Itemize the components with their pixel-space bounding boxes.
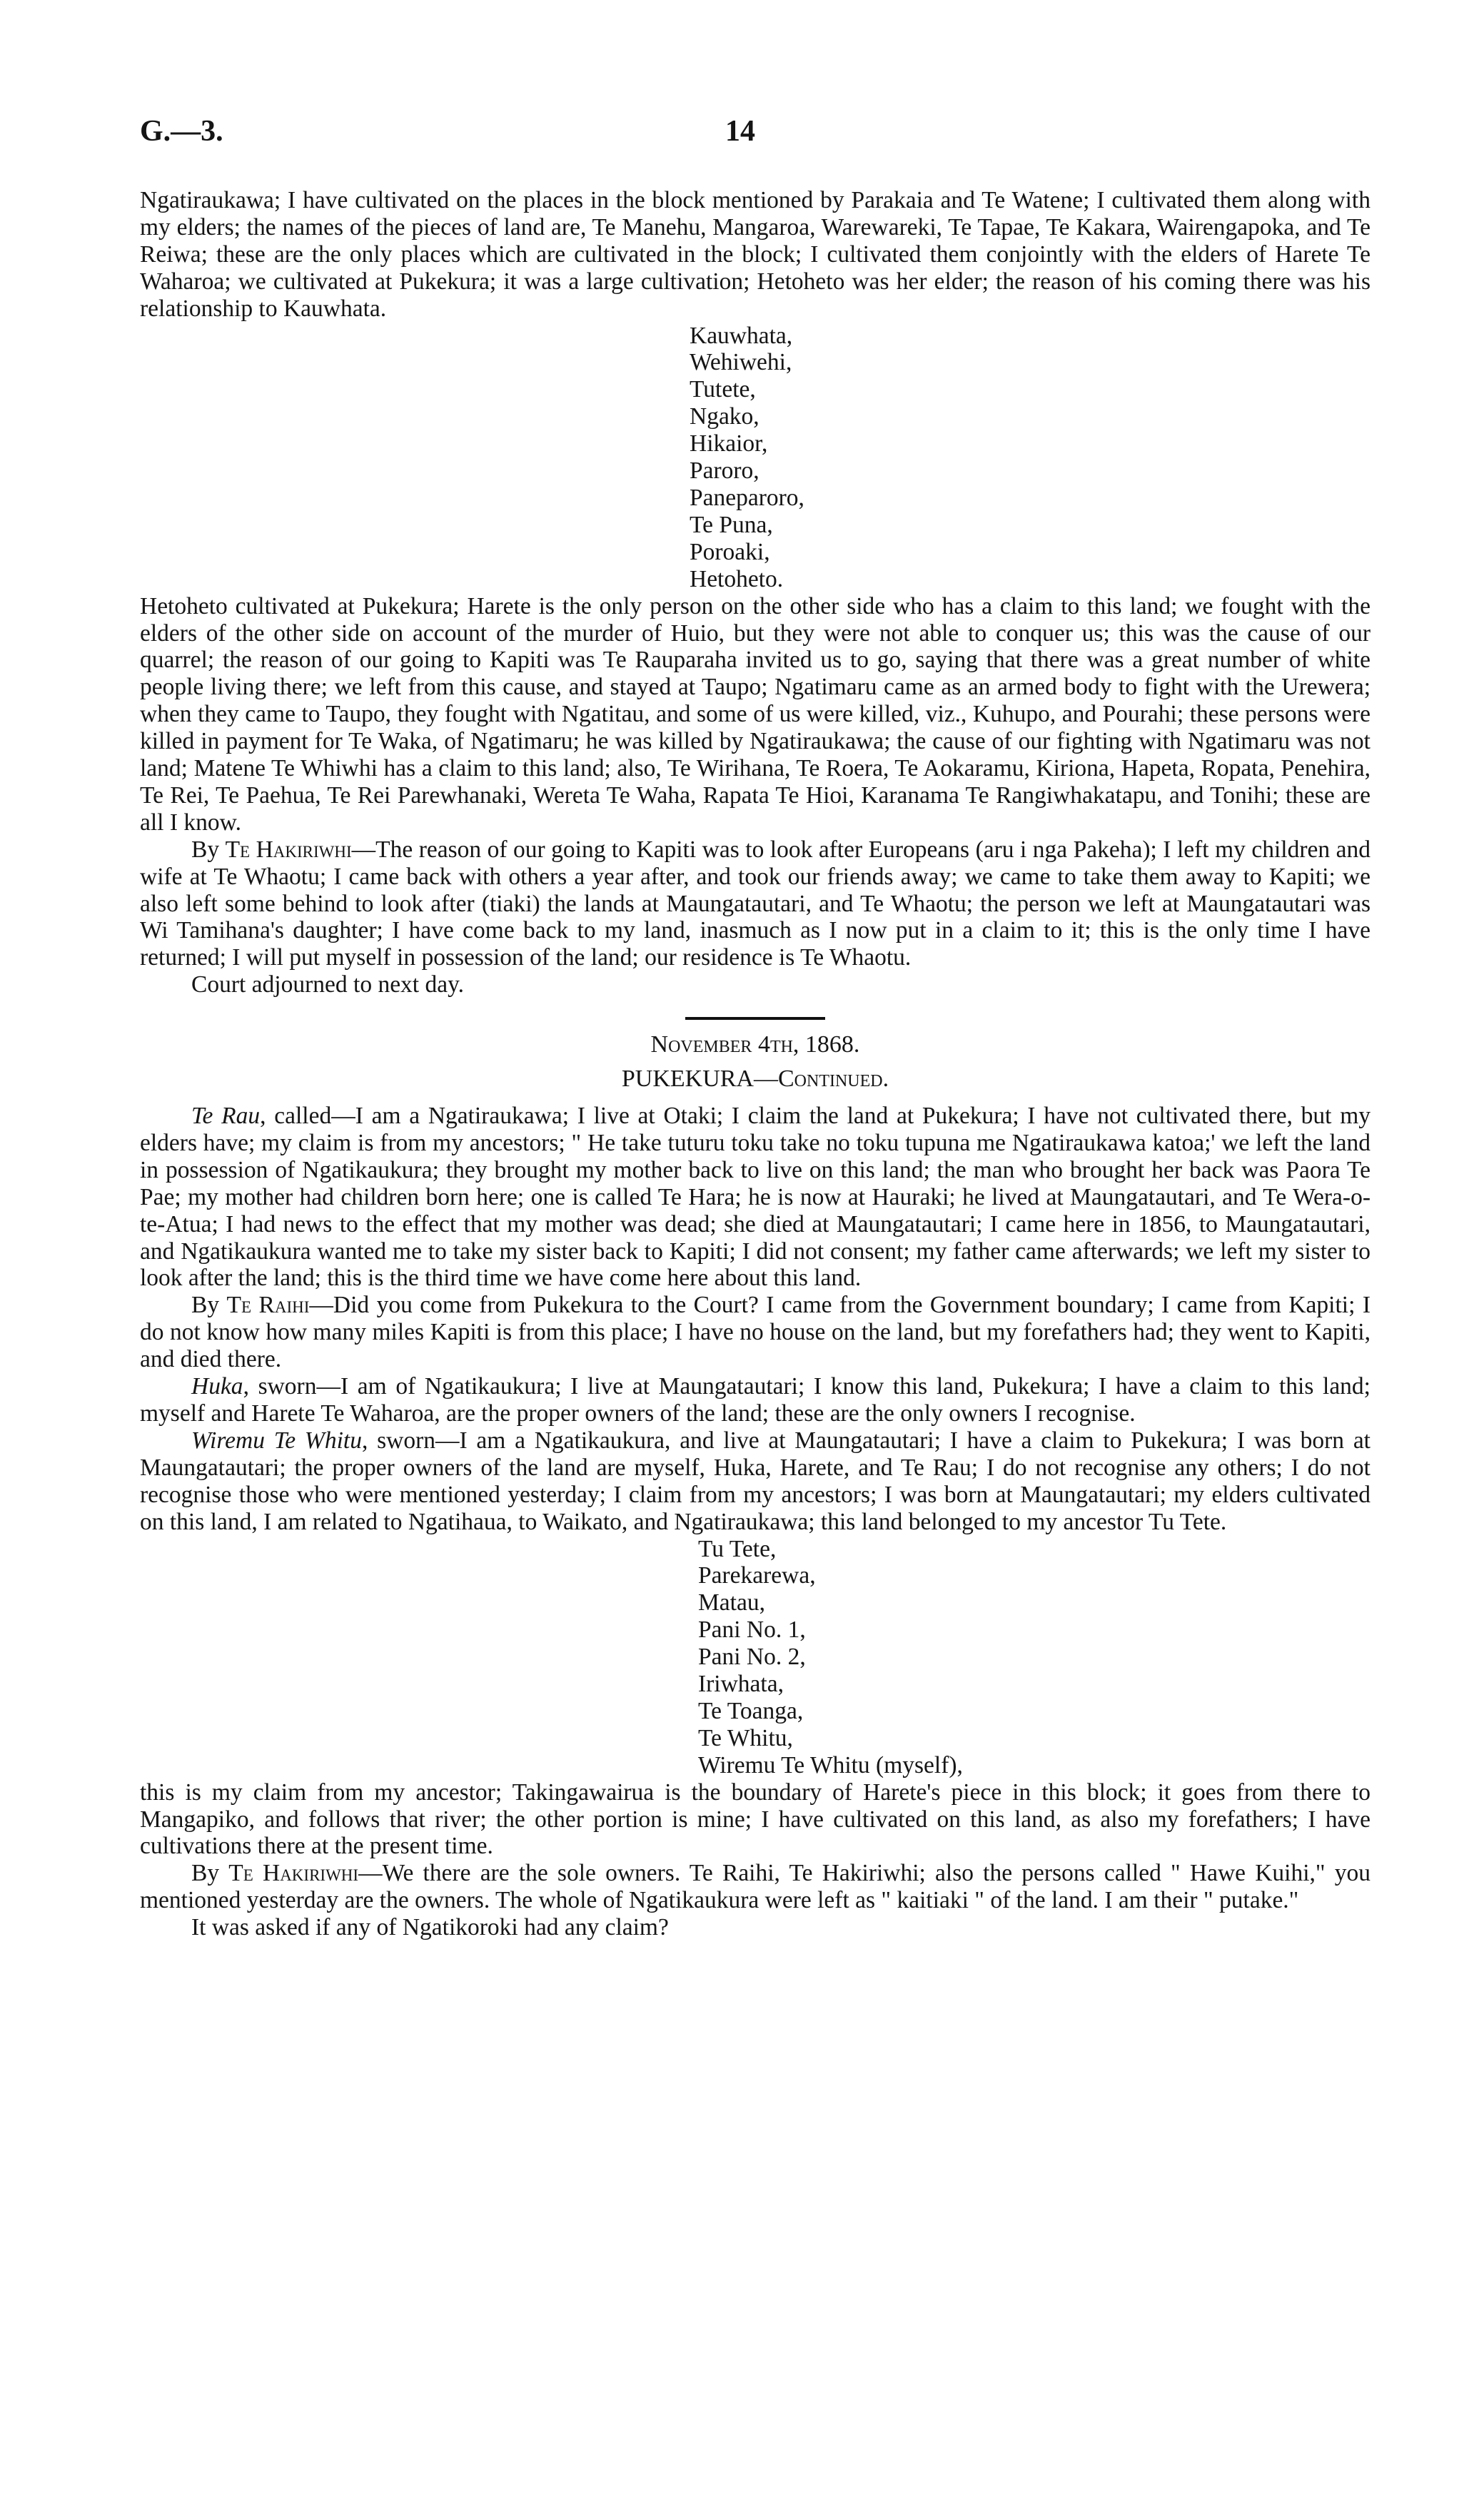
- genealogy-entry: Pani No. 2,: [698, 1644, 806, 1671]
- genealogy-entry: Tu Tete,: [698, 1535, 777, 1562]
- court-adjourned: Court adjourned to next day.: [191, 971, 465, 998]
- speaker-name: Wiremu Te Whitu: [191, 1427, 362, 1454]
- paragraph-claim-boundary: this is my claim from my ancestor; Takingawairua is the boundary of Harete's piece in this block; it goes from there to Mangapiko, and follows that river; the other portion is mine; I have cultivated on this land, as also my forefathers; I have cultivations there at the present time.: [140, 1778, 1371, 1860]
- paragraph-text: —The reason of our going to Kapiti was to look after Europeans (aru i nga Pakeha); I left my children and wife at Te Whaotu; I came back with others a year after, and took our friends away; we came to take them away to Kapiti; we also left some behind to look after (tiaki) the lands at Maungatautari, and Te Whaotu; the person we left at Maungatautari was Wi Tamihana's daughter; I have come back to my land, inasmuch as I now put in a claim to it; this is the only time I have returned; I will put myself in possession of the land; our residence is Te Whaotu.: [140, 836, 1371, 971]
- genealogy-entry: Te Toanga,: [698, 1697, 804, 1724]
- speaker-name: Te Rau: [191, 1103, 261, 1129]
- genealogy-entry: Te Puna,: [690, 511, 773, 538]
- speaker-name: Te Hakiriwhi: [228, 1860, 359, 1887]
- paragraph-by-te-hakiriwhi: [140, 836, 1371, 972]
- by-label: By: [191, 836, 226, 863]
- genealogy-entry: Iriwhata,: [698, 1671, 784, 1698]
- genealogy-list-tu-tete: [140, 1536, 1371, 1779]
- genealogy-entry: Hetoheto.: [690, 565, 784, 592]
- speaker-name: Te Raihi: [226, 1292, 310, 1319]
- genealogy-entry: Hikaior,: [690, 430, 768, 457]
- section-title: PUKEKURA: [621, 1066, 754, 1093]
- paragraph-text: —We there are the sole owners. Te Raihi, Te Hakiriwhi; also the persons called " Hawe Kuihi," you mentioned yesterday are the owners. The whole of Ngatikaukura were left as " kaitiaki " of the land. I am their " putake.": [140, 1860, 1371, 1914]
- page-number: 14: [725, 115, 755, 148]
- genealogy-entry: Tutete,: [690, 376, 756, 403]
- paragraph-wiremu-te-whitu: [140, 1427, 1371, 1536]
- paragraph-hetoheto: Hetoheto cultivated at Pukekura; Harete is the only person on the other side who has a claim to this land; we fought with the elders of the other side on account of the murder of Huio, but they were not able to conquer us; this was the cause of our quarrel; the reason of our going to Kapiti was Te Rauparaha invited us to go, saying that there was a great number of white people living there; we left from this cause, and stayed at Taupo; Ngatimaru came as an armed body to fight with the Urewera; when they came to Taupo, they fought with Ngatitau, and some of us were killed, viz., Kuhupo, and Pourahi; these persons were killed in payment for Te Waka, of Ngatimaru; he was killed by Ngatiraukawa; the cause of our fighting with Ngatimaru was not land; Matene Te Whiwhi has a claim to this land; also, Te Wirihana, Te Roera, Te Aokaramu, Kiriona, Hapeta, Ropata, Penehira, Te Rei, Te Paehua, Te Rei Parewhanaki, Wereta Te Waha, Rapata Te Hioi, Karanama Te Rangiwhakatapu, and Tonihi; these are all I know.: [140, 592, 1371, 836]
- date-heading: November 4th, 1868.: [650, 1031, 860, 1058]
- by-label: By: [191, 1292, 227, 1319]
- paragraph-question: It was asked if any of Ngatikoroki had any claim?: [191, 1914, 669, 1941]
- paragraph-by-te-raihi: [140, 1292, 1371, 1373]
- genealogy-entry: Te Whitu,: [698, 1724, 793, 1751]
- paragraph-te-rau: [140, 1103, 1371, 1292]
- genealogy-entry: Wehiwehi,: [690, 349, 792, 376]
- paragraph-text: , sworn—I am a Ngatikaukura, and live at Maungatautari; I have a claim to Pukekura; I was born at Maungatautari; the proper owners of the land are myself, Huka, Harete, and Te Rau; I do not recognise any others; I do not recognise those who were mentioned yesterday; I claim from my ancestors; I was born at Maungatautari; my elders cultivated on this land, I am related to Ngatihaua, to Waikato, and Ngatiraukawa; this land belonged to my ancestor Tu Tete.: [140, 1427, 1371, 1535]
- paragraph-text: —Did you come from Pukekura to the Court? I came from the Government boundary; I came from Kapiti; I do not know how many miles Kapiti is from this place; I have no house on the land, but my forefathers had; they went to Kapiti, and died there.: [140, 1292, 1371, 1373]
- section-heading: [140, 1066, 1371, 1093]
- genealogy-entry: Paneparoro,: [690, 484, 804, 511]
- genealogy-entry: Kauwhata,: [690, 322, 793, 349]
- genealogy-entry: Poroaki,: [690, 538, 770, 565]
- by-label: By: [191, 1860, 229, 1887]
- paragraph-text: , called—I am a Ngatiraukawa; I live at Otaki; I claim the land at Pukekura; I have not cultivated there, but my elders have; my claim is from my ancestors; " He take tuturu toku take no toku tupuna me Ngatiraukawa katoa;' we left the land in possession of Ngatikaukura; they brought my mother back to live on this land; the man who brought her back was Paora Te Pae; my mother had children born here; one is called Te Hara; he is now at Hauraki; he lived at Maungatautari, and Te Wera-o-te-Atua; I had news to the effect that my mother was dead; she died at Maungatautari; I came here in 1856, to Maungatautari, and Ngatikaukura wanted me to take my sister back to Kapiti; I did not consent; my father came afterwards; we left my sister to look after the land; this is the third time we have come here about this land.: [140, 1103, 1371, 1292]
- section-subtitle: —Continued.: [753, 1066, 889, 1093]
- genealogy-entry: Wiremu Te Whitu (myself),: [698, 1751, 963, 1778]
- document-code: G.—3.: [140, 115, 223, 148]
- document-body: [140, 187, 1371, 1941]
- paragraph-continued: Ngatiraukawa; I have cultivated on the places in the block mentioned by Parakaia and Te Watene; I cultivated them along with my elders; the names of the pieces of land are, Te Manehu, Mangaroa, Warewareki, Te Tapae, Te Kakara, Wairengapoka, and Te Reiwa; these are the only places which are cultivated in the block; I cultivated them conjointly with the elders of Harete Te Waharoa; we cultivated at Pukekura; it was a large cultivation; Hetoheto was her elder; the reason of his coming there was his relationship to Kauwhata.: [140, 187, 1371, 322]
- paragraph-huka: [140, 1373, 1371, 1427]
- paragraph-text: , sworn—I am of Ngatikaukura; I live at Maungatautari; I know this land, Pukekura; I have a claim to this land; myself and Harete Te Waharoa, are the proper owners of the land; these are the only owners I recognise.: [140, 1373, 1371, 1427]
- genealogy-entry: Pani No. 1,: [698, 1616, 806, 1644]
- genealogy-entry: Paroro,: [690, 457, 759, 485]
- speaker-name: Te Hakiriwhi: [225, 836, 352, 863]
- paragraph-by-te-hakiriwhi-2: [140, 1860, 1371, 1914]
- section-divider: [685, 1017, 825, 1020]
- running-head: [140, 114, 1371, 157]
- genealogy-entry: Ngako,: [690, 403, 759, 430]
- genealogy-list-kauwhata: [140, 323, 1371, 593]
- genealogy-entry: Parekarewa,: [698, 1562, 816, 1589]
- genealogy-entry: Matau,: [698, 1589, 765, 1616]
- speaker-name: Huka: [191, 1373, 243, 1400]
